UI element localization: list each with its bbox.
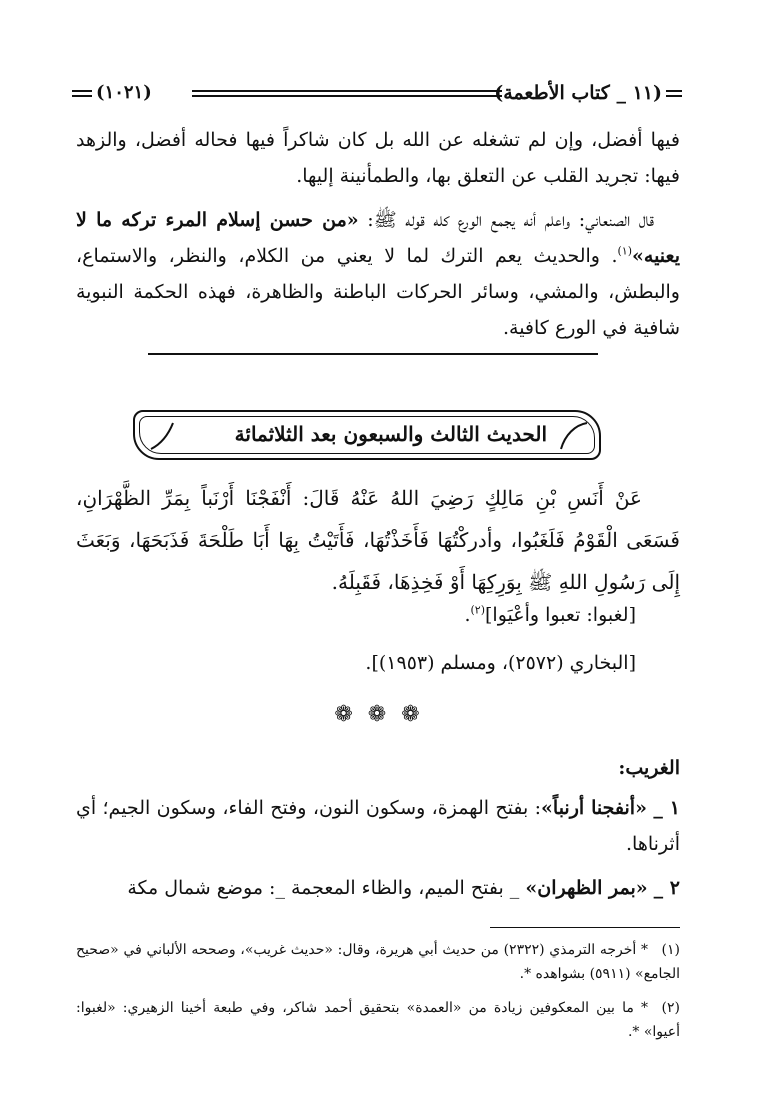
footnote-2 (76, 996, 680, 1044)
chapter-title: (١١ _ كتاب الأطعمة) (494, 82, 662, 104)
note-lughba-text: [لغبوا: تعبوا وأعْيَوا] (485, 604, 636, 626)
hadith-body: عَنْ أَنَسِ بْنِ مَالِكٍ رَضِيَ اللهُ عَنْهُ قَالَ: أَنْفَجْنَا أَرْنَباً بِمَرِّ الظَّهْرَانِ، فَسَعَى الْقَوْمُ فَلَغَبُوا، وأدركْتُهَا فَأَخَذْتُهَا، فَأَتَيْتُ بِهَا أَبَا طَلْحَةَ فَذَبَحَهَا، وَبَعَثَ إِلَى رَسُولِ اللهِ ﷺ بِوَرِكِهَا أَوْ فَخِذِهَا، فَقَبِلَهُ. (76, 486, 680, 594)
note-lughba (464, 600, 636, 630)
gharib-item-2-number: ٢ _ (653, 877, 680, 899)
hadith-text (76, 477, 680, 603)
header-rule-right (666, 90, 682, 97)
title-ornament-right-icon (557, 421, 591, 451)
paragraph-sanani (76, 202, 680, 346)
paragraph-zuhd: فيها أفضل، وإن لم تشغله عن الله بل كان شاكراً فيها فحاله أفضل، والزهد فيها: تجريد القلب عن التعلق بها، والطمأنينة إليها. (76, 129, 680, 187)
note-sources: [البخاري (٢٥٧٢)، ومسلم (١٩٥٣)]. (365, 652, 636, 674)
header-rule-left (72, 90, 92, 97)
title-ornament-left-icon (143, 421, 177, 451)
hadith-title-box (133, 410, 601, 460)
ornament-stars: ❁ ❁ ❁ (334, 702, 424, 727)
footnote-2-number: (٢) (661, 1000, 680, 1016)
header-rule-middle (192, 90, 502, 97)
gharib-item-2-term: «بمر الظهران» (525, 877, 648, 899)
footnote-ref-1: (١) (617, 244, 633, 258)
paragraph-sanani-start: قال الصنعاني: واعلم أنه يجمع الورع كله قوله ﷺ: (358, 209, 655, 231)
note-lughba-end: . (464, 604, 471, 626)
gharib-item-1 (76, 790, 680, 862)
paragraph-sanani-end: . والحديث يعم الترك لما لا يعني من الكلام، والنظر، والاستماع، والبطش، والمشي، وسائر الحركات الباطنة والظاهرة، فهذه الحكمة النبوية شافية في الورع كافية. (76, 245, 680, 339)
page-header (72, 82, 682, 108)
footnote-1-text: * أخرجه الترمذي (٢٣٢٢) من حديث أبي هريرة، وقال: «حديث غريب»، وصححه الألباني في «صحيح الجامع» (٥٩١١) بشواهده *. (76, 942, 680, 982)
prophetic-quote: «من حسن إسلام المرء تركه ما لا يعنيه» (76, 209, 680, 267)
gharib-item-1-number: ١ _ (653, 797, 680, 819)
footnote-1-number: (١) (661, 942, 680, 958)
gharib-item-2 (76, 870, 680, 906)
hadith-title: الحديث الثالث والسبعون بعد الثلاثمائة (234, 422, 547, 446)
section-divider (148, 353, 598, 355)
gharib-heading: الغريب: (618, 757, 680, 779)
footnote-ref-2: (٢) (470, 603, 485, 617)
page-number: (١٠٢١) (96, 82, 152, 103)
footnote-rule (490, 927, 680, 928)
gharib-item-1-term: «أنفجنا أرنباً» (541, 797, 647, 819)
footnote-2-text: * ما بين المعكوفين زيادة من «العمدة» بتحقيق أحمد شاكر، وفي طبعة أخينا الزهيري: «لغبوا: أعيوا» *. (76, 1000, 680, 1040)
footnote-1 (76, 938, 680, 986)
gharib-item-1-text: : بفتح الهمزة، وسكون النون، وفتح الفاء، وسكون الجيم؛ أي أثرناها. (76, 797, 680, 855)
gharib-item-2-text: _ بفتح الميم، والظاء المعجمة _: موضع شمال مكة (127, 877, 526, 899)
